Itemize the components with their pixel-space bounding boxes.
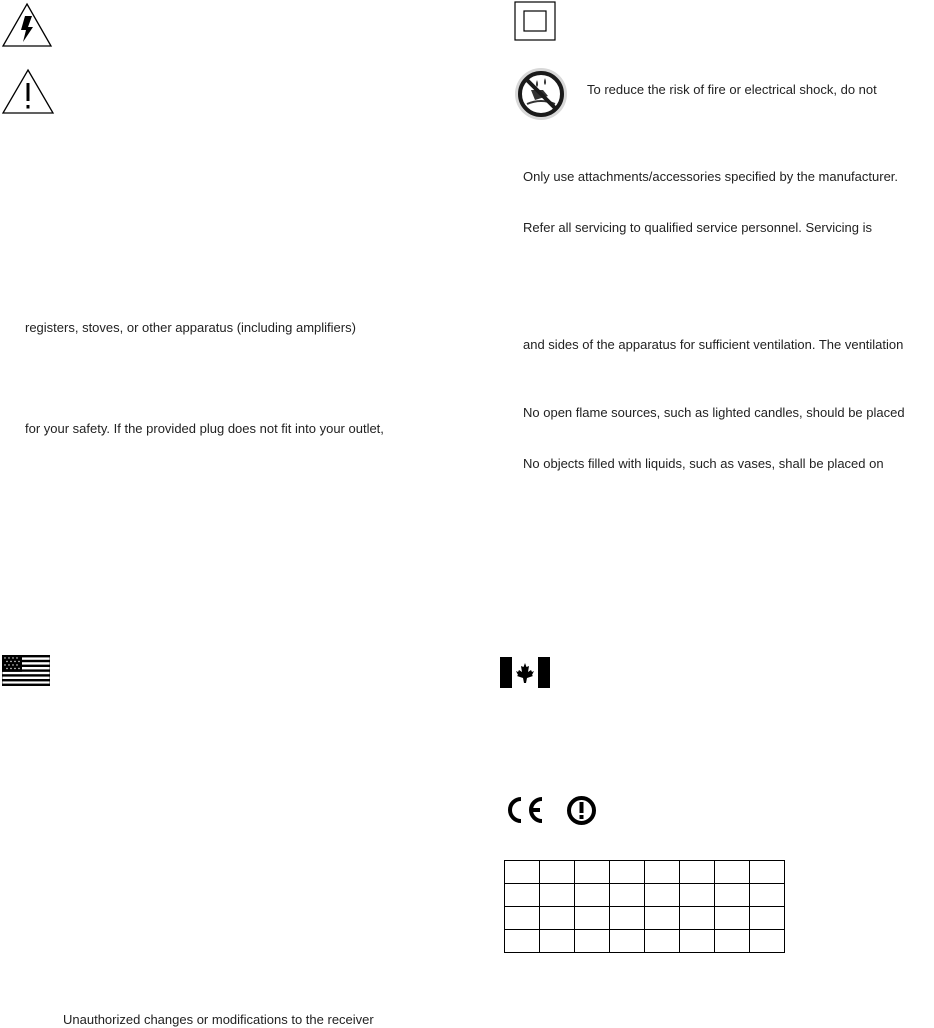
no-water-exposure-icon <box>513 66 569 122</box>
table-cell <box>680 884 715 907</box>
table-cell <box>680 930 715 953</box>
text-line-servicing: Refer all servicing to qualified service personnel. Servicing is <box>523 220 872 235</box>
table-cell <box>540 884 575 907</box>
table-cell <box>645 907 680 930</box>
table-cell <box>715 907 750 930</box>
table-cell <box>645 884 680 907</box>
table-cell <box>750 861 785 884</box>
table-cell <box>680 861 715 884</box>
table-cell <box>540 861 575 884</box>
table-row <box>505 861 785 884</box>
circled-exclamation-icon <box>566 795 597 826</box>
table-cell <box>505 861 540 884</box>
text-line-fire-shock-risk: To reduce the risk of fire or electrical shock, do not <box>587 82 877 97</box>
text-line-ventilation: and sides of the apparatus for sufficient ventilation. The ventilation <box>523 337 904 352</box>
table-cell <box>505 907 540 930</box>
text-line-unauthorized-changes: Unauthorized changes or modifications to the receiver <box>63 1012 374 1027</box>
table-cell <box>575 930 610 953</box>
text-line-attachments: Only use attachments/accessories specified by the manufacturer. <box>523 169 899 184</box>
text-line-open-flame: No open flame sources, such as lighted candles, should be placed <box>523 405 905 420</box>
table-cell <box>715 861 750 884</box>
canada-flag-icon <box>500 657 550 688</box>
table-cell <box>645 930 680 953</box>
us-flag-icon <box>2 655 50 686</box>
text-line-registers: registers, stoves, or other apparatus (including amplifiers) <box>25 320 356 335</box>
table-cell <box>575 884 610 907</box>
table-cell <box>610 907 645 930</box>
table-cell <box>575 861 610 884</box>
table-cell <box>750 907 785 930</box>
text-line-liquids: No objects filled with liquids, such as vases, shall be placed on <box>523 456 884 471</box>
ce-mark-icon <box>502 795 546 825</box>
table-cell <box>715 930 750 953</box>
table-cell <box>750 884 785 907</box>
table-cell <box>680 907 715 930</box>
table-row <box>505 884 785 907</box>
lightning-bolt-triangle-icon <box>1 2 53 48</box>
grid-table <box>504 860 785 953</box>
table-cell <box>540 930 575 953</box>
table-cell <box>610 861 645 884</box>
table-cell <box>645 861 680 884</box>
table-row <box>505 907 785 930</box>
table-cell <box>505 884 540 907</box>
square-in-square-icon <box>514 1 556 41</box>
table-cell <box>750 930 785 953</box>
compliance-table <box>504 860 785 953</box>
exclamation-triangle-icon <box>1 68 55 115</box>
text-line-plug-safety: for your safety. If the provided plug does not fit into your outlet, <box>25 421 384 436</box>
table-cell <box>540 907 575 930</box>
table-cell <box>575 907 610 930</box>
table-cell <box>610 930 645 953</box>
table-cell <box>505 930 540 953</box>
table-cell <box>610 884 645 907</box>
table-cell <box>715 884 750 907</box>
table-row <box>505 930 785 953</box>
